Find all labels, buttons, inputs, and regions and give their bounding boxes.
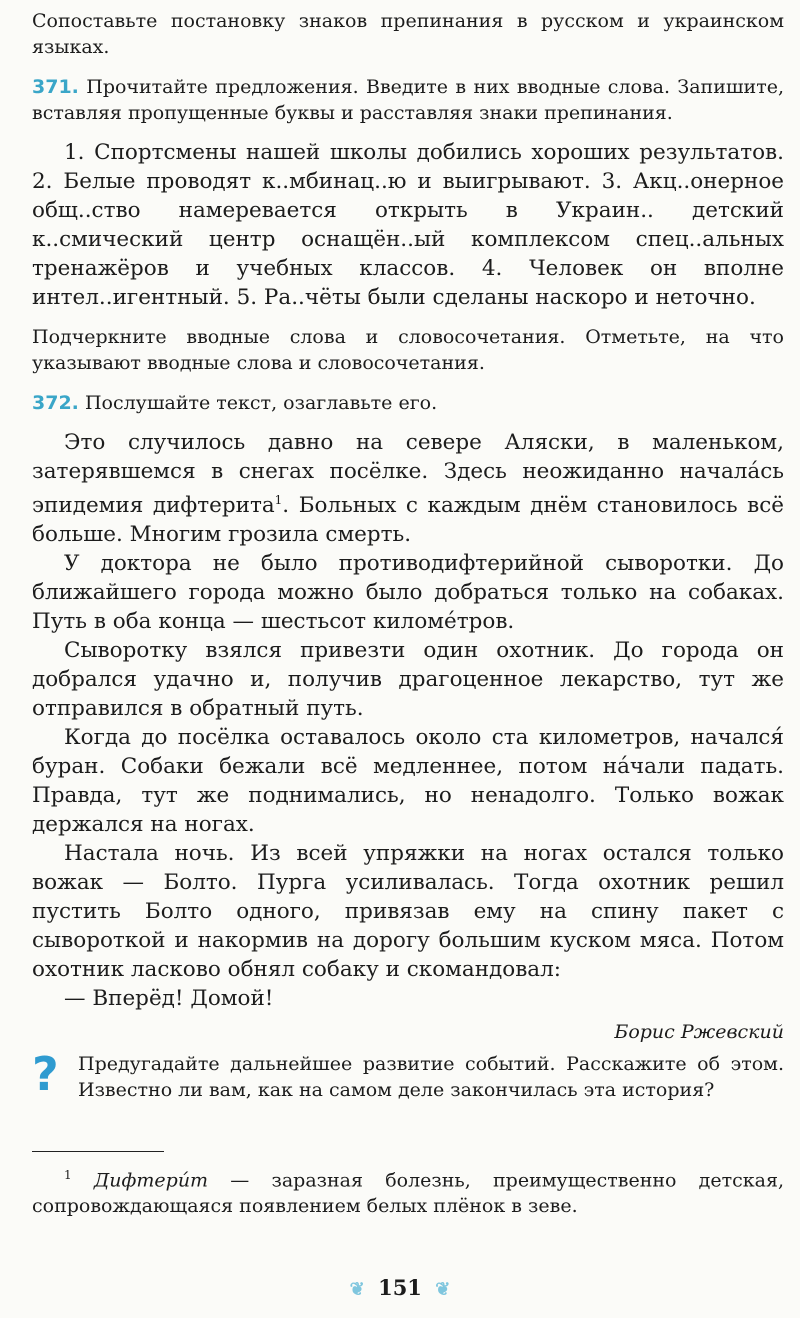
- page-footer: [0, 1275, 800, 1300]
- ornament-right-icon: ❦: [435, 1279, 451, 1300]
- exercise-371-followup: Подчеркните вводные слова и словосочетания. Отметьте, на что указывают вводные слова и словосочетания.: [32, 326, 784, 374]
- story-paragraph-4: Когда до посёлка оставалось около ста километров, начался́ буран. Собаки бежали всё медленнее, потом на́чали падать. Правда, тут же поднимались, но ненадолго. Только вожак держался на ногах.: [32, 725, 784, 838]
- exercise-371-sentences: 1. Спортсмены нашей школы добились хороших результатов. 2. Белые проводят к..мбинац..ю и выигрывают. 3. Акц..онерное общ..ство намеревается открыть в Украин.. детский к..смический центр оснащён..ый комплексом спец..альных тренажёров и учебных классов. 4. Человек он вполне интел..игентный. 5. Ра..чёты были сделаны наскоро и неточно.: [32, 140, 784, 310]
- story-author: Борис Ржевский: [614, 1021, 784, 1044]
- footnote-text: — заразная болезнь, преимущественно детская, сопровождающаяся появлением белых плёнок в зеве.: [32, 1169, 784, 1218]
- story-paragraph-1: [32, 428, 784, 549]
- exercise-372-number: 372.: [32, 392, 79, 414]
- story-p1-text-a: Это случилось давно на севере Аляски, в маленьком, затерявшемся в снегах посёлке. Здесь неожиданно начала́сь эпидемия дифтерита: [32, 430, 784, 519]
- question-block: [32, 1047, 784, 1103]
- story-paragraph-6: — Вперёд! Домой!: [64, 986, 274, 1012]
- footnote: [32, 1162, 784, 1219]
- footnote-mark: 1: [64, 1168, 72, 1183]
- question-mark-icon: ?: [32, 1047, 59, 1102]
- exercise-372-task-text: Послушайте текст, озаглавьте его.: [84, 392, 438, 414]
- footnote-term: Дифтери́т: [93, 1169, 209, 1192]
- story-paragraph-3: Сыворотку взялся привезти один охотник. До города он добрался удачно и, получив драгоценное лекарство, тут же отправился в обратный путь.: [32, 638, 784, 722]
- footnote-ref: 1: [274, 493, 283, 507]
- textbook-page: [32, 8, 784, 1219]
- exercise-371-number: 371.: [32, 76, 79, 98]
- exercise-371-task: [32, 74, 784, 126]
- footnote-divider: [32, 1151, 164, 1152]
- intro-task: Сопоставьте постановку знаков препинания в русском и украинском языках.: [32, 10, 784, 58]
- exercise-372-task: [32, 390, 784, 416]
- story-paragraph-5: Настала ночь. Из всей упряжки на ногах остался только вожак — Болто. Пурга усиливалась. Тогда охотник решил пустить Болто одного, привязав ему на спину пакет с сывороткой и накормив на дорогу большим куском мяса. Потом охотник ласково обнял собаку и скомандовал:: [32, 841, 784, 983]
- story-p1-text-b: . Больных с каждым днём становилось всё больше. Многим грозила смерть.: [32, 493, 784, 548]
- page-number: 151: [378, 1275, 422, 1300]
- ornament-left-icon: ❦: [349, 1279, 365, 1300]
- exercise-371-task-text: Прочитайте предложения. Введите в них вводные слова. Запишите, вставляя пропущенные буквы и расставляя знаки препинания.: [32, 76, 784, 124]
- question-text: Предугадайте дальнейшее развитие событий. Расскажите об этом. Известно ли вам, как на самом деле закончилась эта история?: [78, 1053, 784, 1102]
- story-paragraph-2: У доктора не было противодифтерийной сыворотки. До ближайшего города можно было добраться только на собаках. Путь в оба конца — шестьсот киломе́тров.: [32, 551, 784, 635]
